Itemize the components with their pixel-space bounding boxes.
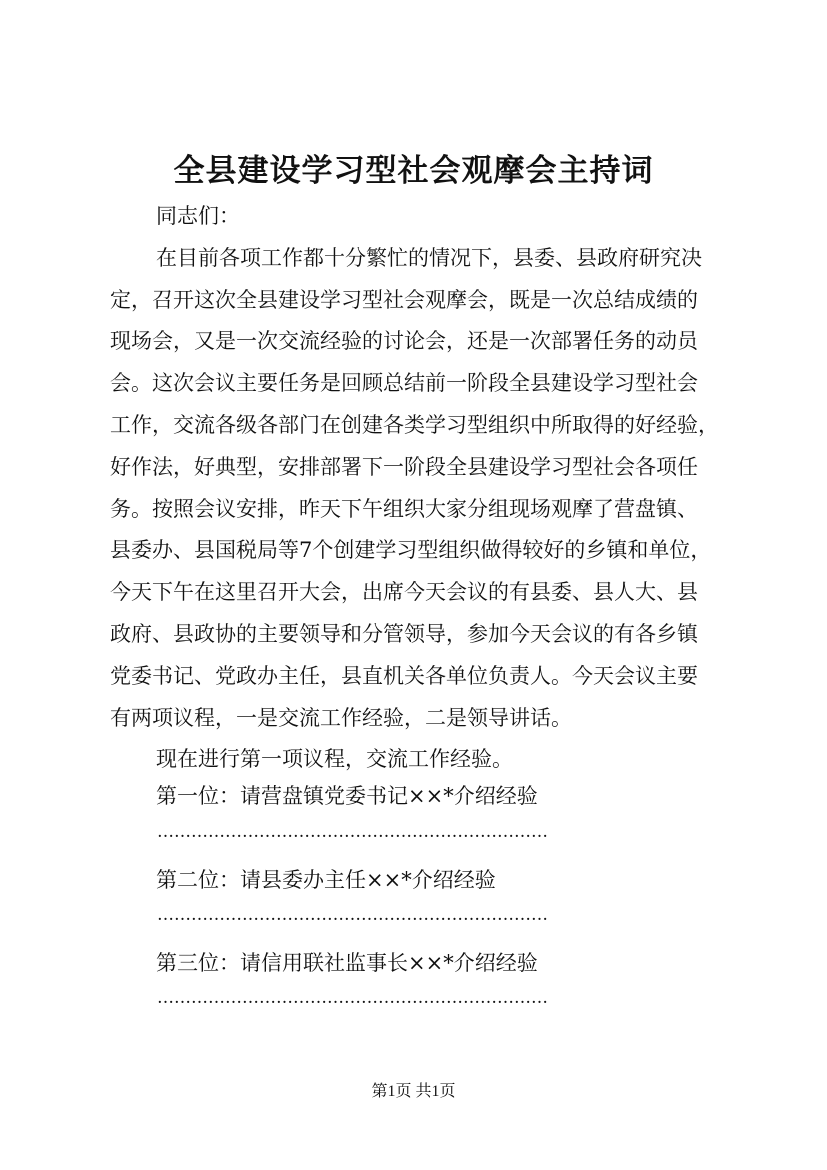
speaker-3: 第三位：请信用联社监事长××*介绍经验: [156, 951, 538, 975]
paragraph-line: 现场会，又是一次交流经验的讨论会，还是一次部署任务的动员: [110, 329, 698, 354]
paragraph-line: 会。这次会议主要任务是回顾总结前一阶段全县建设学习型社会: [110, 371, 698, 396]
paragraph-line: 政府、县政协的主要领导和分管领导，参加今天会议的有各乡镇: [110, 621, 698, 646]
paragraph-line: 党委书记、党政办主任，县直机关各单位负责人。今天会议主要: [110, 663, 698, 688]
paragraph-line: 今天下午在这里召开大会，出席今天会议的有县委、县人大、县: [110, 580, 698, 605]
paragraph-line: 在目前各项工作都十分繁忙的情况下，县委、县政府研究决: [156, 245, 702, 270]
dots-line-1: ……………………………………………………………: [157, 822, 548, 842]
document-title: 全县建设学习型社会观摩会主持词: [173, 153, 654, 189]
speaker-1: 第一位：请营盘镇党委书记××*介绍经验: [156, 784, 538, 808]
paragraph-line: 好作法，好典型，安排部署下一阶段全县建设学习型社会各项任: [110, 454, 698, 479]
paragraph-line: 有两项议程，一是交流工作经验，二是领导讲话。: [110, 705, 572, 730]
speakers-list-3: [110, 943, 738, 985]
agenda-paragraph: 现在进行第一项议程，交流工作经验。: [156, 747, 513, 772]
salutation: 同志们：: [156, 204, 240, 228]
dots-line-2: ……………………………………………………………: [157, 905, 548, 925]
page-footer: 第1页 共1页: [371, 1083, 456, 1100]
paragraph-line: 县委办、县国税局等7个创建学习型组织做得较好的乡镇和单位，: [110, 538, 712, 563]
dots-line-3: ……………………………………………………………: [157, 988, 548, 1008]
speaker-2: 第二位：请县委办主任××*介绍经验: [156, 868, 496, 892]
document-body: [110, 196, 738, 781]
speakers-list: [110, 776, 738, 818]
paragraph-line: 工作，交流各级各部门在创建各类学习型组织中所取得的好经验，: [110, 412, 719, 437]
paragraph-line: 定，召开这次全县建设学习型社会观摩会，既是一次总结成绩的: [110, 287, 698, 312]
paragraph-line: 务。按照会议安排，昨天下午组织大家分组现场观摩了营盘镇、: [110, 496, 698, 521]
speakers-list-2: [110, 860, 738, 902]
